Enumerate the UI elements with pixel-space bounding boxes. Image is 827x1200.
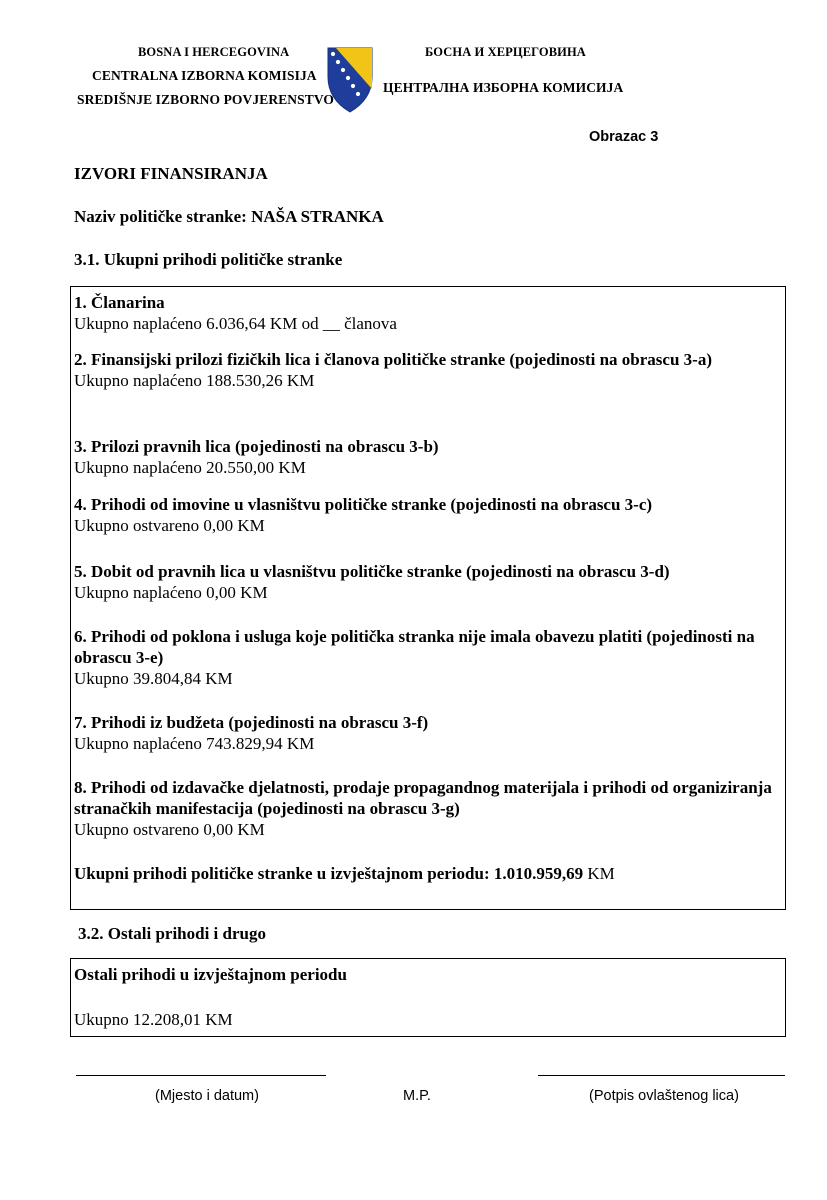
income-item-8 bbox=[74, 777, 774, 840]
income-item-title: 3. Prilozi pravnih lica (pojedinosti na obrascu 3-b) bbox=[74, 437, 439, 456]
income-item-title: 6. Prihodi od poklona i usluga koje politička stranka nije imala obavezu platiti (pojedinosti na obrascu 3-e) bbox=[74, 627, 755, 667]
income-item-value: Ukupno 39.804,84 KM bbox=[74, 669, 233, 688]
income-item-title: 2. Finansijski prilozi fizičkih lica i članova političke stranke (pojedinosti na obrascu 3-a) bbox=[74, 350, 712, 369]
income-item-value: Ukupno naplaćeno 6.036,64 KM od __ članova bbox=[74, 314, 397, 333]
income-item-2 bbox=[74, 349, 774, 391]
form-number: Obrazac 3 bbox=[589, 129, 659, 145]
income-item-title: 5. Dobit od pravnih lica u vlasništvu političke stranke (pojedinosti na obrascu 3-d) bbox=[74, 562, 670, 581]
income-item-value: Ukupno ostvareno 0,00 KM bbox=[74, 820, 265, 839]
income-item-1 bbox=[74, 292, 774, 334]
coat-of-arms-icon bbox=[327, 47, 373, 113]
income-total-unit: KM bbox=[587, 864, 615, 883]
income-item-title: 4. Prihodi od imovine u vlasništvu političke stranke (pojedinosti na obrascu 3-c) bbox=[74, 495, 653, 514]
header-left-line1: BOSNA I HERCEGOVINA bbox=[138, 45, 290, 59]
income-item-title: 7. Prihodi iz budžeta (pojedinosti na obrascu 3-f) bbox=[74, 713, 429, 732]
page-title: IZVORI FINANSIRANJA bbox=[74, 164, 268, 183]
place-date-line bbox=[76, 1075, 326, 1076]
other-income-title: Ostali prihodi u izvještajnom periodu bbox=[74, 965, 347, 984]
header-left-line2: CENTRALNA IZBORNA KOMISIJA bbox=[92, 68, 317, 83]
header-right-line2: ЦЕНТРАЛНА ИЗБОРНА КОМИСИЈА bbox=[383, 80, 624, 95]
income-item-title: 1. Članarina bbox=[74, 293, 165, 312]
income-item-4 bbox=[74, 494, 774, 536]
signature-label: (Potpis ovlaštenog lica) bbox=[589, 1088, 739, 1104]
place-date-label: (Mjesto i datum) bbox=[155, 1088, 259, 1104]
section1-heading: 3.1. Ukupni prihodi političke stranke bbox=[74, 250, 343, 269]
income-item-6 bbox=[74, 626, 774, 689]
income-item-value: Ukupno naplaćeno 188.530,26 KM bbox=[74, 371, 315, 390]
header-left-line3: SREDIŠNJE IZBORNO POVJERENSTVO bbox=[77, 92, 335, 107]
section2-heading: 3.2. Ostali prihodi i drugo bbox=[78, 924, 266, 943]
other-income-value: Ukupno 12.208,01 KM bbox=[74, 1010, 233, 1029]
income-item-value: Ukupno ostvareno 0,00 KM bbox=[74, 516, 265, 535]
income-item-value: Ukupno naplaćeno 743.829,94 KM bbox=[74, 734, 315, 753]
income-total bbox=[74, 863, 615, 884]
stamp-label: M.P. bbox=[403, 1088, 431, 1104]
income-total-label: Ukupni prihodi političke stranke u izvještajnom periodu: 1.010.959,69 bbox=[74, 864, 584, 883]
signature-line bbox=[538, 1075, 785, 1076]
income-item-value: Ukupno naplaćeno 20.550,00 KM bbox=[74, 458, 306, 477]
header-right-line1: БОСНА И ХЕРЦЕГОВИНА bbox=[425, 45, 586, 59]
party-name: Naziv političke stranke: NAŠA STRANKA bbox=[74, 207, 384, 226]
income-item-3 bbox=[74, 436, 774, 478]
income-item-5 bbox=[74, 561, 774, 603]
income-item-value: Ukupno naplaćeno 0,00 KM bbox=[74, 583, 268, 602]
income-item-title: 8. Prihodi od izdavačke djelatnosti, prodaje propagandnog materijala i prihodi od organiziranja stranačkih manifestacija (pojedinosti na obrascu 3-g) bbox=[74, 778, 772, 818]
income-item-7 bbox=[74, 712, 774, 754]
